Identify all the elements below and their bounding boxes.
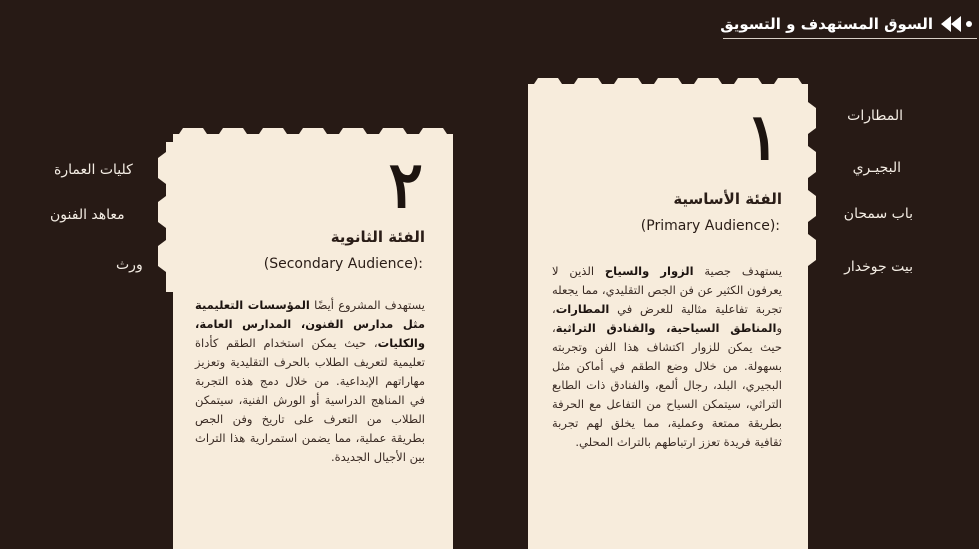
place-label-art-institutes: معاهد الفنون: [50, 207, 125, 223]
card-subtitle: (Secondary Audience):: [263, 256, 423, 272]
place-label-warth: ورث: [116, 257, 143, 273]
secondary-audience-card: [173, 142, 453, 549]
back-arrows-icon[interactable]: [939, 14, 975, 34]
card2-left-ornament: [156, 142, 174, 292]
card-subtitle: (Primary Audience):: [640, 218, 780, 234]
card-title: الفئة الأساسية: [673, 190, 782, 208]
page-title: السوق المستهدف و التسويق: [720, 15, 933, 33]
place-label-architecture-colleges: كليات العمارة: [54, 162, 133, 178]
card-number: ١: [745, 100, 780, 175]
card-title: الفئة الثانوية: [330, 228, 425, 246]
place-label-bait-jokhdar: بيت جوخدار: [844, 259, 913, 275]
place-label-airports: المطارات: [847, 108, 903, 124]
place-label-bujairi: البجيـري: [852, 160, 901, 176]
header: [720, 14, 975, 34]
card-number: ٢: [388, 148, 423, 223]
primary-audience-card: [528, 92, 808, 549]
header-divider: [723, 38, 977, 39]
place-label-bab-samhan: باب سمحان: [843, 206, 913, 222]
card-description: يستهدف جصية الزوار والسياح الذين لا يعرفون الكثير عن فن الجص التقليدي، مما يجعله تجربة تفاعلية مثالية للعرض في المطارات، والمناطق السياحية، والفنادق التراثية، حيث يمكن للزوار اكتشاف هذا الفن وتجربته بسهولة. من خلال وضع الطقم في أماكن مثل البجيري، البلد، رجال ألمع، والفنادق ذات الطابع التراثي، سيتمكن السياح من التفاعل مع الحرفة بطريقة ممتعة وعملية، مما يخلق لهم تجربة ثقافية فريدة تعزز ارتباطهم بالتراث المحلي.: [552, 264, 783, 449]
card-description: يستهدف المشروع أيضًا المؤسسات التعليمية مثل مدارس الفنون، المدارس العامة، والكليات، حيث يمكن استخدام الطقم كأداة تعليمية لتعريف الطلاب بالحرف التقليدية وتعزيز مهاراتهم الإبداعية. من خلال دمج هذه التجربة في المناهج الدراسية أو الورش الفنية، سيتمكن الطلاب من التعرف على تاريخ وفن الجص بطريقة عملية، مما يضمن استمرارية هذا التراث بين الأجيال الجديدة.: [195, 298, 425, 464]
